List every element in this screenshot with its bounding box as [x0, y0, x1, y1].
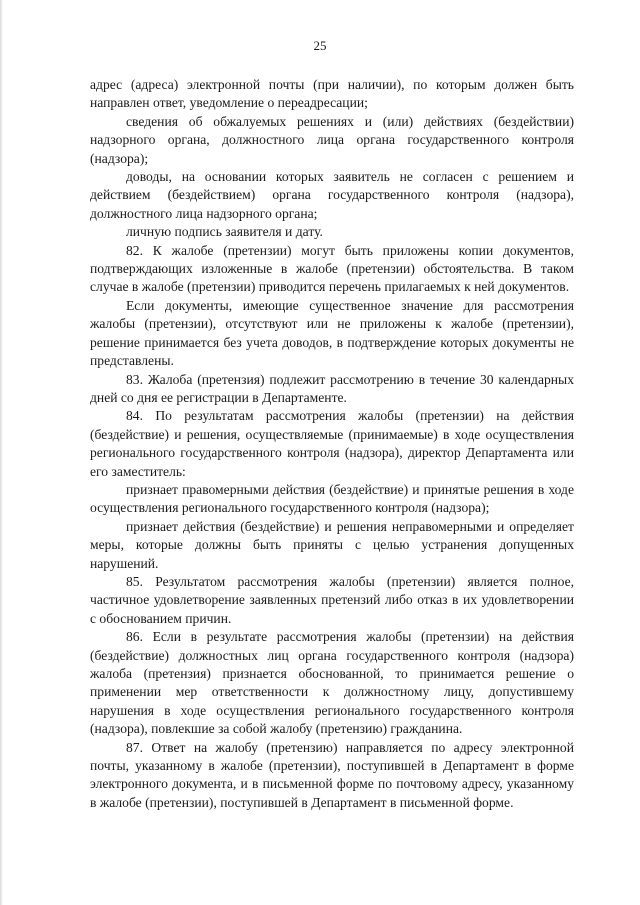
paragraph: 87. Ответ на жалобу (претензию) направляется по адресу электронной почты, указанному в жалобе (претензии), поступившей в Департамент в форме электронного документа, и в письменной форме по почтовому адресу, указанному в жалобе (претензии), поступившей в Департамент в письменной форме. [90, 739, 574, 810]
paragraph: 84. По результатам рассмотрения жалобы (претензии) на действия (бездействие) и решения, осуществляемые (принимаемые) в ходе осуществления регионального государственного контроля (надзора), директор Департамента или его заместитель: [90, 408, 574, 479]
paragraph: доводы, на основании которых заявитель не согласен с решением и действием (бездействием) органа государственного контроля (надзора), должностного лица надзорного органа; [90, 169, 574, 221]
document-body [90, 76, 574, 812]
paragraph: личную подпись заявителя и дату. [126, 224, 323, 240]
paragraph: 86. Если в результате рассмотрения жалобы (претензии) на действия (бездействие) должностных лиц органа государственного контроля (надзора) жалоба (претензия) признается обоснованной, то принимается решение о применении мер ответственности к должностному лицу, допустившему нарушения в ходе осуществления регионального государственного контроля (надзора), повлекшие за собой жалобу (претензию) гражданина. [90, 629, 574, 737]
paragraph: 82. К жалобе (претензии) могут быть приложены копии документов, подтверждающих изложенные в жалобе (претензии) обстоятельства. В таком случае в жалобе (претензии) приводится перечень прилагаемых к ней документов. [90, 242, 574, 295]
page-number: 25 [313, 38, 327, 53]
paragraph: адрес (адреса) электронной почты (при наличии), по которым должен быть направлен ответ, уведомление о переадресации; [90, 77, 574, 111]
paragraph: 83. Жалоба (претензия) подлежит рассмотрению в течение 30 календарных дней со дня ее регистрации в Департаменте. [90, 371, 574, 405]
paragraph: признает действия (бездействие) и решения неправомерными и определяет меры, которые должны быть приняты с целью устранения допущенных нарушений. [90, 518, 574, 571]
paragraph: Если документы, имеющие существенное значение для рассмотрения жалобы (претензии), отсутствуют или не приложены к жалобе (претензии), решение принимается без учета доводов, в подтверждение которых документы не представлены. [90, 297, 574, 369]
paragraph: сведения об обжалуемых решениях и (или) действиях (бездействии) надзорного органа, должностного лица органа государственного контроля (надзора); [90, 113, 574, 166]
paragraph: 85. Результатом рассмотрения жалобы (претензии) является полное, частичное удовлетворение заявленных претензий либо отказ в их удовлетворении с обоснованием причин. [90, 573, 574, 626]
scan-edge [0, 0, 3, 905]
paragraph: признает правомерными действия (бездействие) и принятые решения в ходе осуществления регионального государственного контроля (надзора); [90, 481, 574, 516]
